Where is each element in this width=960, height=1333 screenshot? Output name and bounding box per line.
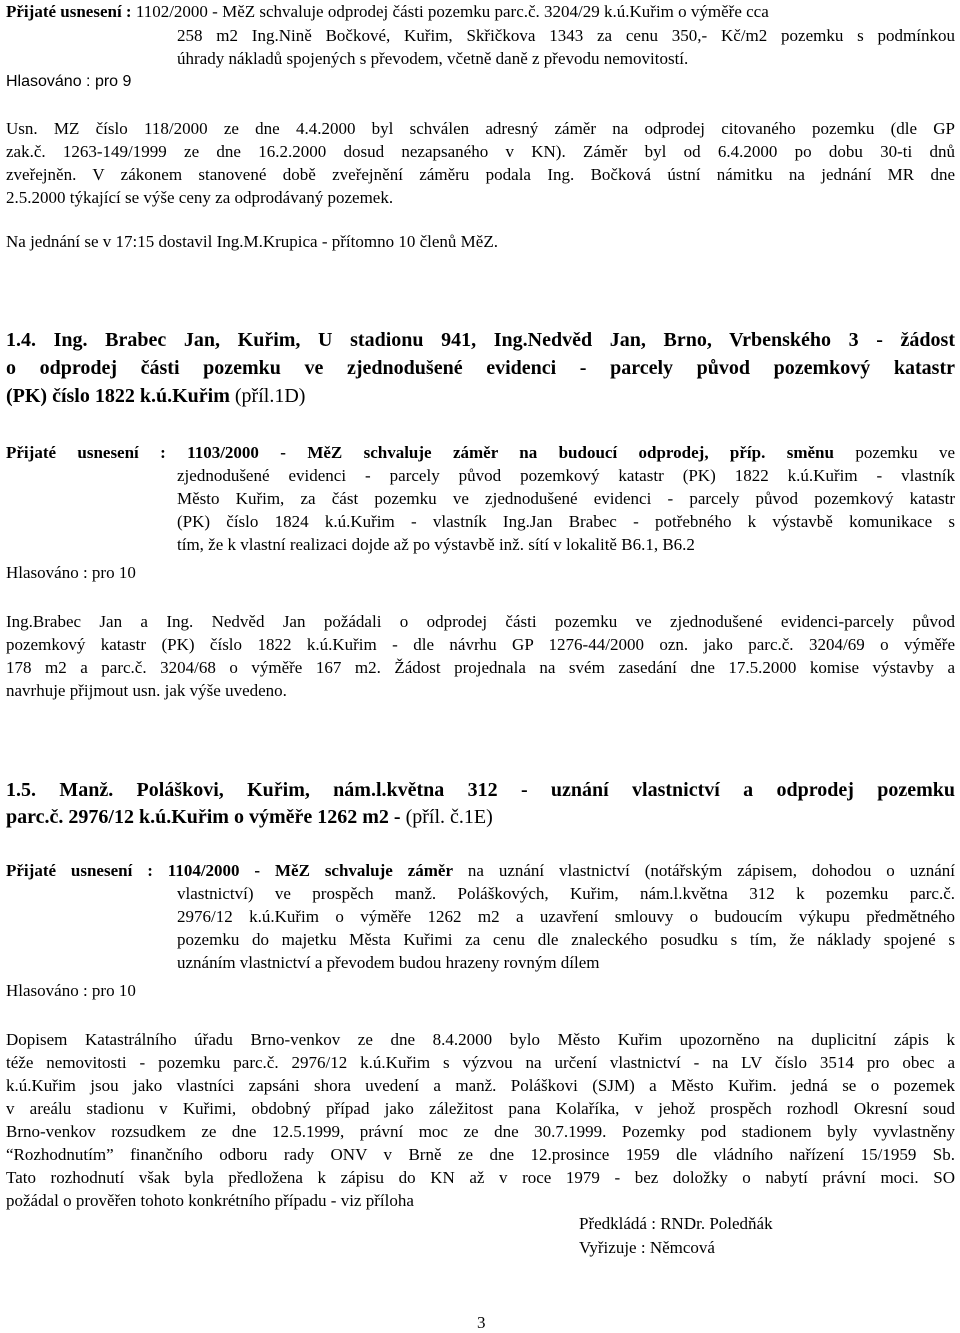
para-1104-line1: Dopisem Katastrálního úřadu Brno-venkov ze dne 8.4.2000 bylo Město Kuřim upozorněno na duplicitní zápis k: [6, 1030, 955, 1049]
arrival-note: Na jednání se v 17:15 dostavil Ing.M.Krupica - přítomno 10 členů MěZ.: [6, 232, 498, 251]
para-1104-line5: Brno-venkov rozsudkem ze dne 12.5.1999, právní moc ze dne 30.7.1999. Pozemky pod stadionem byly vyvlastněny: [6, 1122, 955, 1141]
resolution-1103-line2: zjednodušené evidenci - parcely původ pozemkový katastr (PK) 1822 k.ú.Kuřim - vlastník: [177, 466, 955, 485]
para-1103-line3: 178 m2 a parc.č. 3204/68 o výměře 167 m2. Žádost projednala na svém zasedání dne 17.5.2000 komise výstavby a: [6, 658, 955, 677]
vote-result-1104: Hlasováno : pro 10: [6, 981, 136, 1000]
para-1104-line4: v areálu stadionu v Kuřimi, obdobný případ jako záležitost pana Kolaříka, v jehož prospěch rozhodl Okresní soud: [6, 1099, 955, 1118]
submitter: Předkládá : RNDr. Poledňák: [579, 1214, 773, 1233]
handler: Vyřizuje : Němcová: [579, 1238, 715, 1257]
resolution-1104-line4: pozemku do majetku Města Kuřimi za cenu dle znaleckého posudku s tím, že náklady spojené s: [177, 930, 955, 949]
para-1102-line2: zak.č. 1263-149/1999 ze dne 16.2.2000 dosud nezapsaného v KN). Záměr byl od 6.4.2000 po dobu 30-ti dnů: [6, 142, 955, 161]
vote-result-1103: Hlasováno : pro 10: [6, 563, 136, 582]
para-1104-line7: Tato rozhodnutí však byla předložena k zápisu do KN až v roce 1979 - bez doložky o nabytí právní moci. SO: [6, 1168, 955, 1187]
resolution-1102-label: Přijaté usnesení : 1102/2000 - MěZ schvaluje odprodej části pozemku parc.č. 3204/29 k.ú.Kuřim o výměře cca: [6, 2, 769, 21]
para-1103-line1: Ing.Brabec Jan a Ing. Nedvěd Jan požádali o odprodej části pozemku ve zjednodušené evidenci-parcely původ: [6, 612, 955, 631]
page-number: 3: [477, 1313, 486, 1332]
section-1-4-heading-line1: 1.4. Ing. Brabec Jan, Kuřim, U stadionu 941, Ing.Nedvěd Jan, Brno, Vrbenského 3 - žádost: [6, 329, 955, 351]
para-1104-line2: téže nemovitosti - pozemku parc.č. 2976/12 k.ú.Kuřim s výzvou na určení vlastnictví - na LV číslo 3514 pro obec a: [6, 1053, 955, 1072]
resolution-1103-line3: Město Kuřim, za část pozemku ve zjednodušené evidenci - parcely původ pozemkový katastr: [177, 489, 955, 508]
para-1103-line2: pozemkový katastr (PK) číslo 1822 k.ú.Kuřim - dle návrhu GP 1276-44/2000 ozn. jako parc.č. 3204/69 o výměře: [6, 635, 955, 654]
para-1104-line8: požádal o prověřen tohoto konkrétního případu - viz příloha: [6, 1191, 414, 1210]
resolution-1104-line5: uznáním vlastnictví a převodem budou hrazeny rovným dílem: [177, 953, 600, 972]
vote-result-1102: Hlasováno : pro 9: [6, 73, 132, 90]
resolution-1102-line3: úhrady nákladů spojených s převodem, včetně daně z převodu nemovitostí.: [177, 49, 689, 68]
resolution-1104-line3: 2976/12 k.ú.Kuřim o výměře 1262 m2 a uzavření smlouvy o budoucím výkupu předmětného: [177, 907, 955, 926]
resolution-1104-line2: vlastnictví) ve prospěch manž. Poláškových, Kuřim, nám.l.května 312 k pozemku parc.č.: [177, 884, 955, 903]
resolution-1104-label: Přijaté usnesení : 1104/2000 - MěZ schvaluje záměr na uznání vlastnictví (notářským zápisem, dohodou o uznání: [6, 861, 956, 880]
para-1104-line3: k.ú.Kuřim jsou jako vlastníci zapsáni shora uvedení a manž. Poláškovi (SJM) a Město Kuřim. jedná se o pozemek: [6, 1076, 955, 1095]
para-1102-line4: 2.5.2000 týkající se výše ceny za odprodávaný pozemek.: [6, 188, 394, 207]
resolution-1103-label: Přijaté usnesení : 1103/2000 - MěZ schvaluje záměr na budoucí odprodej, příp. směnu pozemku ve: [6, 443, 956, 462]
section-1-5-heading-line2: parc.č. 2976/12 k.ú.Kuřim o výměře 1262 m2 - (příl. č.1E): [6, 806, 493, 828]
para-1102-line1: Usn. MZ číslo 118/2000 ze dne 4.4.2000 byl schválen adresný záměr na odprodej citovaného pozemku (dle GP: [6, 119, 955, 138]
resolution-1103-line4: (PK) číslo 1824 k.ú.Kuřim - vlastník Ing.Jan Brabec - potřebného k výstavbě komunikace s: [177, 512, 955, 531]
section-1-4-heading-line2: o odprodej části pozemku ve zjednodušené evidenci - parcely původ pozemkový katastr: [6, 357, 955, 379]
section-1-5-heading-line1: 1.5. Manž. Poláškovi, Kuřim, nám.l.května 312 - uznání vlastnictví a odprodej pozemku: [6, 779, 955, 801]
para-1103-line4: navrhuje přijmout usn. jak výše uvedeno.: [6, 681, 287, 700]
resolution-1102-line2: 258 m2 Ing.Nině Bočkové, Kuřim, Skřičkova 1343 za cenu 350,- Kč/m2 pozemku s podmínkou: [177, 26, 955, 45]
para-1102-line3: zveřejněn. V zákonem stanovené době zveřejnění záměru podala Ing. Bočková ústní námitku na jednání MR dne: [6, 165, 955, 184]
section-1-4-heading-line3: (PK) číslo 1822 k.ú.Kuřim (příl.1D): [6, 385, 306, 407]
para-1104-line6: “Rozhodnutím” finančního odboru rady ONV v Brně ze dne 12.prosince 1959 dle vládního nařízení 15/1959 Sb.: [6, 1145, 955, 1164]
resolution-1103-line5: tím, že k vlastní realizaci dojde až po výstavbě inž. sítí v lokalitě B6.1, B6.2: [177, 535, 695, 554]
